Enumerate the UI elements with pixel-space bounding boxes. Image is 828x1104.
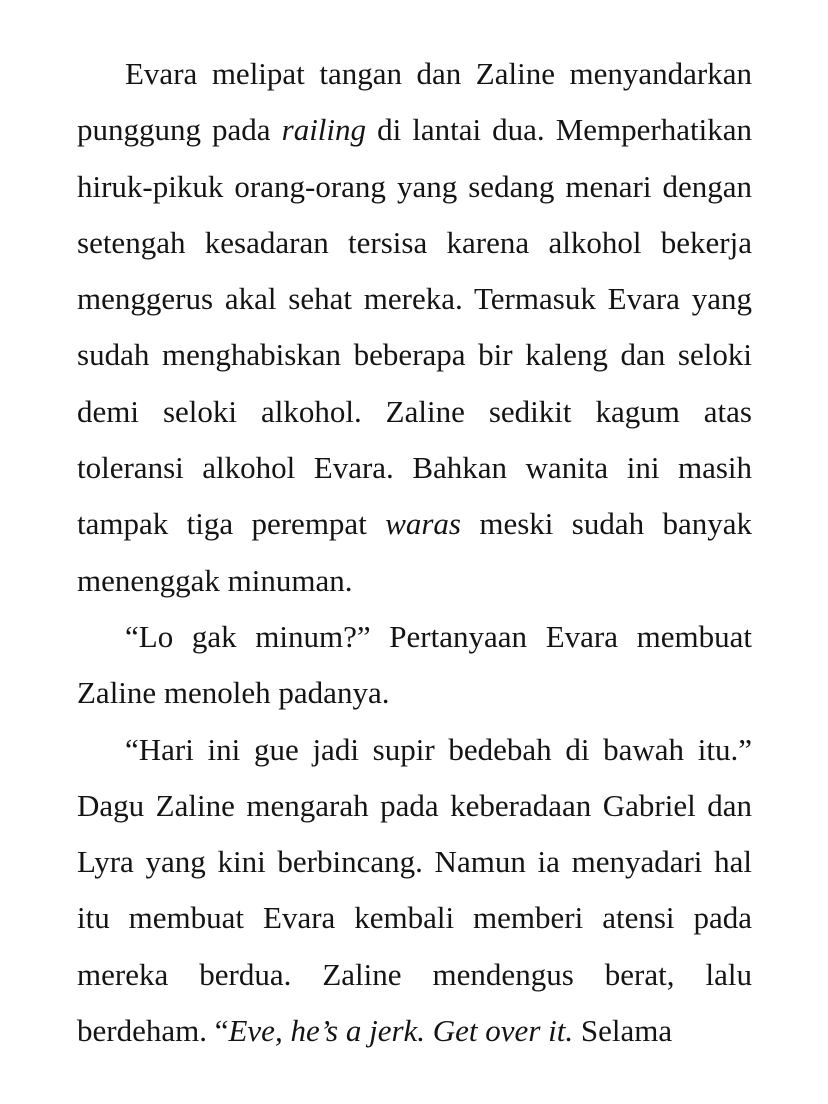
paragraph-1 [77, 46, 752, 609]
italic-text: railing [281, 112, 367, 148]
paragraph-2 [77, 609, 752, 722]
text-run: di lantai dua. Memperhatikan hiruk-pikuk orang-orang yang sedang menari dengan setengah kesadaran tersisa karena alkohol bekerja menggerus akal sehat mereka. Termasuk Evara yang sudah menghabiskan beberapa bir kaleng dan seloki demi seloki alkohol. Zaline sedikit kagum atas toleransi alkohol Evara. Bahkan wanita ini masih tampak tiga perempat [77, 112, 752, 542]
paragraph-3 [77, 722, 752, 1060]
text-run: “Hari ini gue jadi supir bedebah di bawah itu.” Dagu Zaline mengarah pada keberadaan Gabriel dan Lyra yang kini berbincang. Namun ia menyadari hal itu membuat Evara kembali memberi atensi pada mereka berdua. Zaline mendengus berat, lalu berdeham. “ [77, 731, 752, 1049]
text-run: Evara melipat tangan dan Zaline menyandarkan punggung pada [77, 56, 752, 148]
text-run: “Lo gak minum?” Pertanyaan Evara membuat Zaline menoleh padanya. [77, 618, 752, 711]
italic-text: waras [385, 506, 461, 542]
text-run: Selama [573, 1013, 673, 1049]
text-run: meski sudah banyak menenggak minuman. [77, 506, 753, 598]
italic-text: Eve, he’s a jerk. Get over it. [228, 1013, 574, 1049]
book-page [77, 46, 752, 1059]
